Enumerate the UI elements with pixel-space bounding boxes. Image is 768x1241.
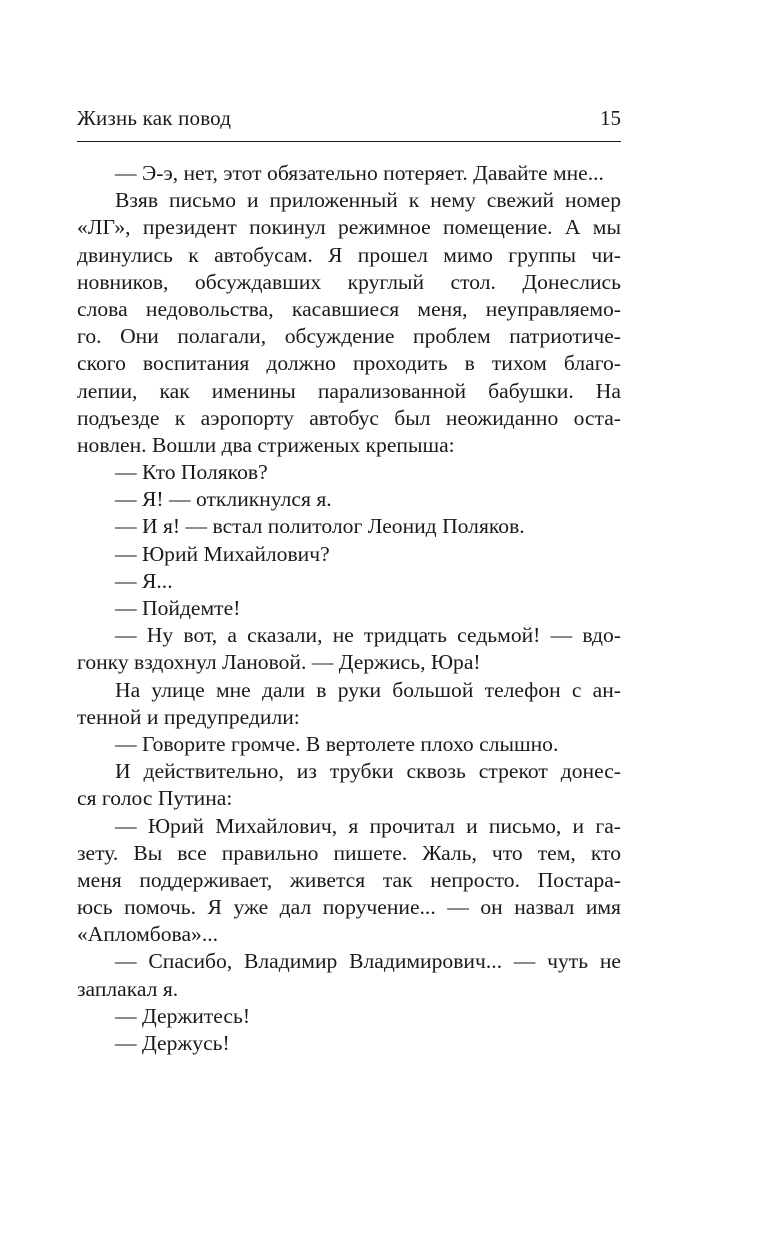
- text-line: зету. Вы все правильно пишете. Жаль, что тем, кто: [77, 840, 621, 865]
- text-line: заплакал я.: [77, 976, 179, 1001]
- text-line: ся голос Путина:: [77, 786, 233, 811]
- text-line: И действительно, из трубки сквозь стрекот донес-: [115, 759, 621, 784]
- text-line: двинулись к автобусам. Я прошел мимо группы чи-: [77, 242, 621, 267]
- text-line: новников, обсуждавших круглый стол. Донеслись: [77, 269, 621, 294]
- body-text: [77, 160, 621, 1057]
- text-line: Взяв письмо и приложенный к нему свежий номер: [115, 188, 621, 213]
- text-line: новлен. Вошли два стриженых крепыша:: [77, 432, 455, 457]
- text-line: подъезде к аэропорту автобус был неожиданно оста-: [77, 405, 621, 430]
- text-line: слова недовольства, касавшиеся меня, неуправляемо-: [77, 296, 621, 321]
- text-line: гонку вздохнул Лановой. — Держись, Юра!: [77, 650, 481, 675]
- text-line: — Ну вот, а сказали, не тридцать седьмой! — вдо-: [115, 623, 621, 648]
- text-line: меня поддерживает, живется так непросто. Постара-: [77, 867, 621, 892]
- text-line: «Апломбова»...: [77, 922, 219, 947]
- text-line: — Я...: [115, 568, 173, 593]
- text-line: — Спасибо, Владимир Владимирович... — чуть не: [115, 949, 621, 974]
- text-line: — Держусь!: [115, 1031, 230, 1055]
- text-line: — Говорите громче. В вертолете плохо слышно.: [115, 731, 559, 756]
- text-line: — Кто Поляков?: [115, 460, 268, 485]
- text-line: тенной и предупредили:: [77, 704, 300, 729]
- running-title: Жизнь как повод: [77, 106, 232, 130]
- text-line: — Юрий Михайлович, я прочитал и письмо, и га-: [115, 813, 621, 838]
- text-line: — Пойдемте!: [115, 596, 241, 620]
- text-line: — Держитесь!: [115, 1003, 251, 1028]
- text-line: го. Они полагали, обсуждение проблем патриотиче-: [77, 324, 621, 349]
- page-number: 15: [600, 106, 621, 130]
- text-line: — Юрий Михайлович?: [115, 541, 330, 566]
- text-line: На улице мне дали в руки большой телефон с ан-: [115, 677, 621, 702]
- text-line: ского воспитания должно проходить в тихом благо-: [77, 351, 621, 376]
- text-line: — Э-э, нет, этот обязательно потеряет. Давайте мне...: [115, 161, 604, 185]
- text-line: — И я! — встал политолог Леонид Поляков.: [115, 514, 525, 539]
- header-rule: [77, 141, 621, 142]
- text-line: лепии, как именины парализованной бабушки. На: [77, 378, 621, 403]
- running-head: [77, 102, 621, 134]
- text-line: «ЛГ», президент покинул режимное помещение. А мы: [77, 215, 621, 240]
- text-line: юсь помочь. Я уже дал поручение... — он назвал имя: [77, 895, 621, 920]
- text-line: — Я! — откликнулся я.: [115, 487, 332, 512]
